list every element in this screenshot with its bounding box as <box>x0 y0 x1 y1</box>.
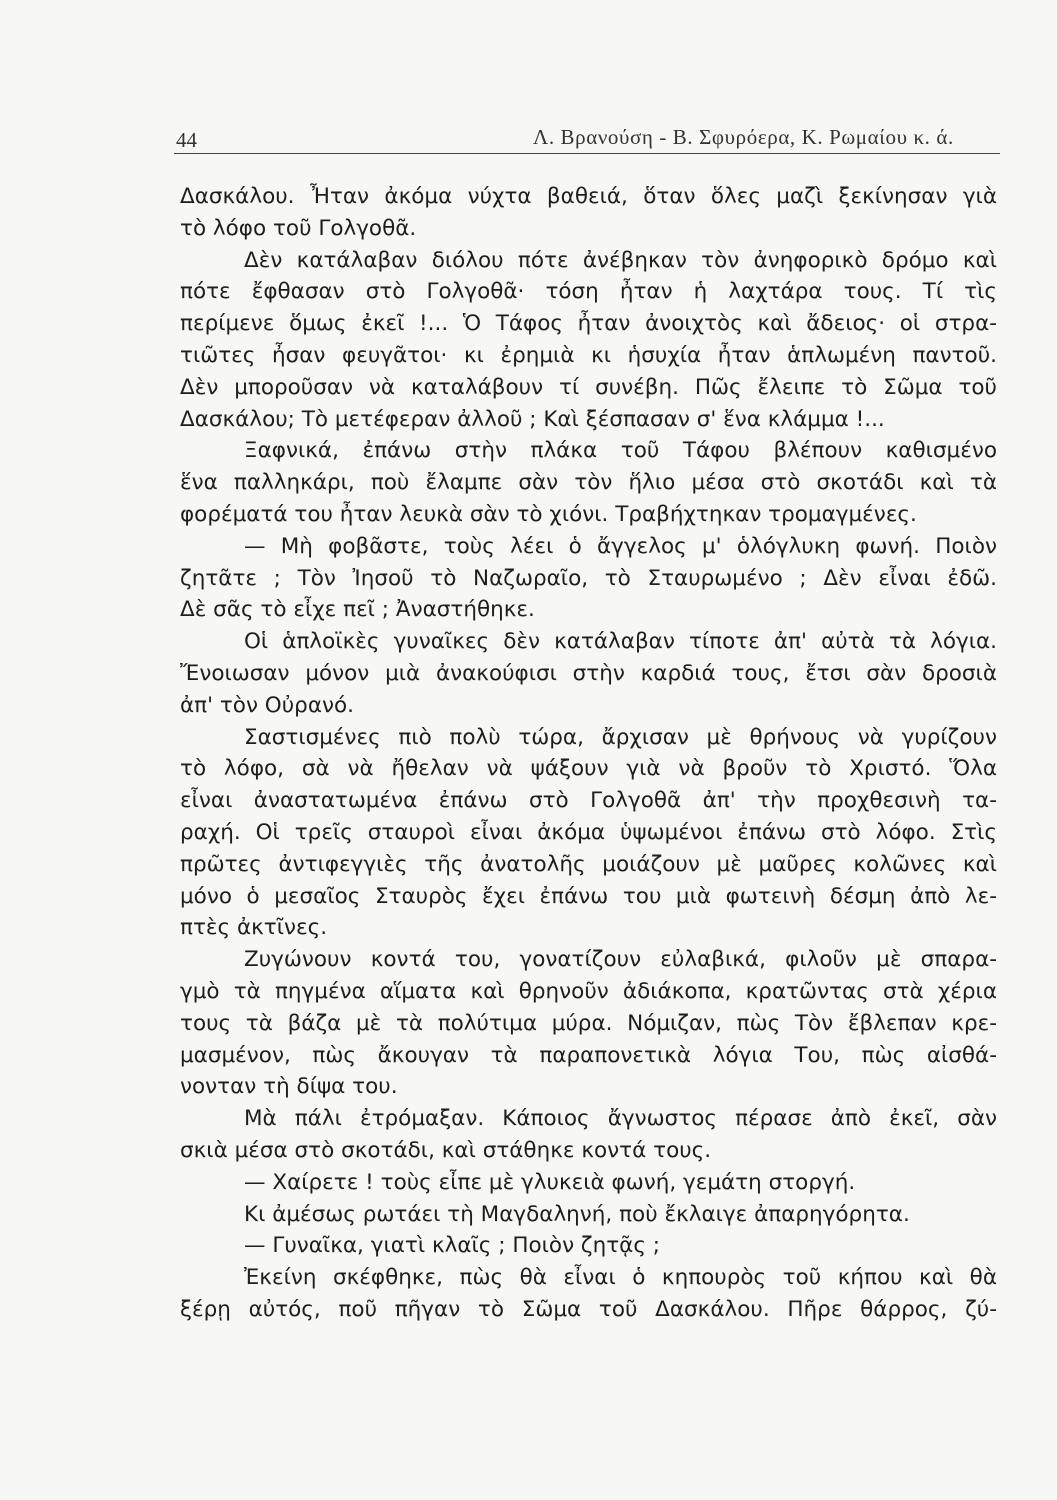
text-line: Οἱ ἁπλοϊκὲς γυναῖκες δὲν κατάλαβαν τίποτε ἀπ' αὐτὰ τὰ λόγια. <box>244 629 997 655</box>
text-line: σκιὰ μέσα στὸ σκοτάδι, καὶ στάθηκε κοντά τους. <box>180 1137 712 1163</box>
text-line: πρῶτες ἀντιφεγγιὲς τῆς ἀνατολῆς μοιάζουν μὲ μαῦρες κολῶνες καὶ <box>180 851 997 877</box>
text-line: μόνο ὁ μεσαῖος Σταυρὸς ἔχει ἐπάνω του μιὰ φωτεινὴ δέσμη ἀπὸ λε- <box>180 883 997 909</box>
text-line: Ἐκείνη σκέφθηκε, πὼς θὰ εἶναι ὁ κηπουρὸς τοῦ κήπου καὶ θὰ <box>244 1265 997 1291</box>
text-line: Σαστισμένες πιὸ πολὺ τώρα, ἄρχισαν μὲ θρήνους νὰ γυρίζουν <box>244 724 997 750</box>
text-line: Μὰ πάλι ἐτρόμαξαν. Κάποιος ἄγνωστος πέρασε ἀπὸ ἐκεῖ, σὰν <box>244 1106 997 1132</box>
text-line: Ξαφνικά, ἐπάνω στὴν πλάκα τοῦ Τάφου βλέπουν καθισμένο <box>244 438 997 464</box>
text-line: ξέρῃ αὐτός, ποῦ πῆγαν τὸ Σῶμα τοῦ Δασκάλου. Πῆρε θάρρος, ζύ- <box>180 1296 997 1322</box>
header-rule <box>174 153 1000 154</box>
text-line: τὸ λόφο τοῦ Γολγοθᾶ. <box>180 215 417 241</box>
text-line: ἕνα παλληκάρι, ποὺ ἔλαμπε σὰν τὸν ἥλιο μέσα στὸ σκοτάδι καὶ τὰ <box>180 470 997 496</box>
text-line: — Χαίρετε ! τοὺς εἶπε μὲ γλυκειὰ φωνή, γεμάτη στοργή. <box>244 1169 856 1195</box>
text-line: ἀπ' τὸν Οὐρανό. <box>180 692 354 718</box>
text-line: τους τὰ βάζα μὲ τὰ πολύτιμα μύρα. Νόμιζαν, πὼς Τὸν ἔβλεπαν κρε- <box>180 1010 997 1036</box>
text-line: μασμένον, πὼς ἄκουγαν τὰ παραπονετικὰ λόγια Του, πὼς αἰσθά- <box>180 1042 997 1068</box>
text-line: Ἔνοιωσαν μόνον μιὰ ἀνακούφισι στὴν καρδιά τους, ἔτσι σὰν δροσιὰ <box>180 660 997 686</box>
text-line: εἶναι ἀναστατωμένα ἐπάνω στὸ Γολγοθᾶ ἀπ' τὴν προχθεσινὴ τα- <box>180 788 997 814</box>
text-line: Δὲν μποροῦσαν νὰ καταλάβουν τί συνέβη. Πῶς ἔλειπε τὸ Σῶμα τοῦ <box>180 374 997 400</box>
page-number: 44 <box>176 128 197 152</box>
text-line: περίμενε ὅμως ἐκεῖ !... Ὁ Τάφος ἦταν ἀνοιχτὸς καὶ ἄδειος· οἱ στρα- <box>180 311 997 337</box>
page-header <box>0 0 1057 160</box>
text-line: γμὸ τὰ πηγμένα αἵματα καὶ θρηνοῦν ἀδιάκοπα, κρατῶντας στὰ χέρια <box>180 978 997 1004</box>
text-line: πότε ἔφθασαν στὸ Γολγοθᾶ· τόση ἦταν ἡ λαχτάρα τους. Τί τὶς <box>180 279 997 305</box>
text-line: πτὲς ἀκτῖνες. <box>180 915 328 941</box>
text-line: νονταν τὴ δίψα του. <box>180 1074 398 1100</box>
text-line: Δὲ σᾶς τὸ εἶχε πεῖ ; Ἀναστήθηκε. <box>180 597 535 623</box>
running-head: Λ. Βρανούση - Β. Σφυρόερα, Κ. Ρωμαίου κ. ά. <box>533 125 954 149</box>
text-line: Δὲν κατάλαβαν διόλου πότε ἀνέβηκαν τὸν ἀνηφορικὸ δρόμο καὶ <box>244 247 997 273</box>
text-line: ζητᾶτε ; Τὸν Ἰησοῦ τὸ Ναζωραῖο, τὸ Σταυρωμένο ; Δὲν εἶναι ἐδῶ. <box>180 565 997 591</box>
text-line: τὸ λόφο, σὰ νὰ ἤθελαν νὰ ψάξουν γιὰ νὰ βροῦν τὸ Χριστό. Ὅλα <box>180 756 997 782</box>
text-line: φορέματά του ἦταν λευκὰ σὰν τὸ χιόνι. Τραβήχτηκαν τρομαγμένες. <box>180 501 917 527</box>
text-line: τιῶτες ἦσαν φευγᾶτοι· κι ἐρημιὰ κι ἡσυχία ἦταν ἁπλωμένη παντοῦ. <box>180 342 997 368</box>
text-line: Κι ἀμέσως ρωτάει τὴ Μαγδαληνή, ποὺ ἔκλαιγε ἀπαρηγόρητα. <box>244 1201 910 1227</box>
text-line: — Μὴ φοβᾶστε, τοὺς λέει ὁ ἄγγελος μ' ὁλόγλυκη φωνή. Ποιὸν <box>244 533 997 559</box>
text-line: Δασκάλου. Ἦταν ἀκόμα νύχτα βαθειά, ὅταν ὅλες μαζὶ ξεκίνησαν γιὰ <box>180 184 997 209</box>
text-line: ραχή. Οἱ τρεῖς σταυροὶ εἶναι ἀκόμα ὑψωμένοι ἐπάνω στὸ λόφο. Στὶς <box>180 819 997 845</box>
text-line: — Γυναῖκα, γιατὶ κλαῖς ; Ποιὸν ζητᾷς ; <box>244 1233 661 1259</box>
body-text <box>180 181 997 1326</box>
text-line: Δασκάλου; Τὸ μετέφεραν ἀλλοῦ ; Καὶ ξέσπασαν σ' ἕνα κλάμμα !... <box>180 406 885 432</box>
text-line: Ζυγώνουν κοντά του, γονατίζουν εὐλαβικά, φιλοῦν μὲ σπαρα- <box>244 947 997 973</box>
